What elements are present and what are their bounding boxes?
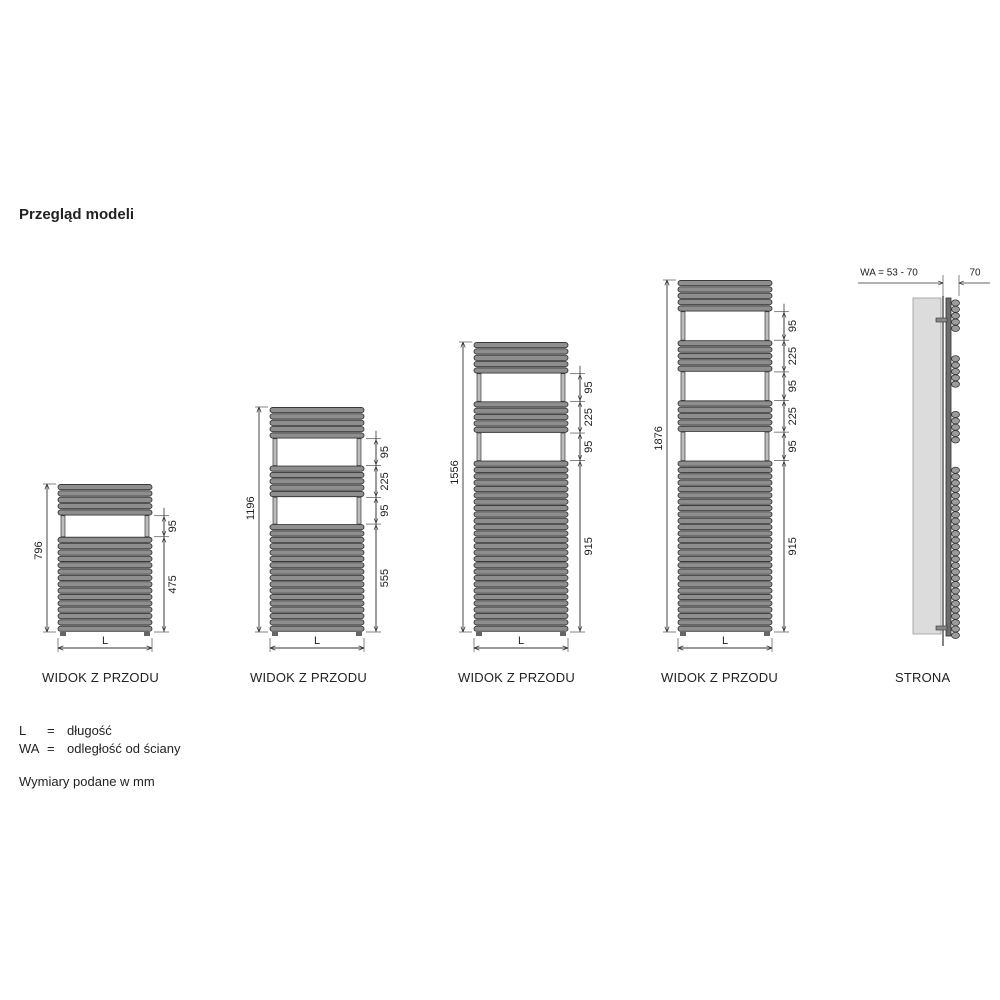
gap-label: 95 xyxy=(582,440,595,453)
heating-tube xyxy=(474,474,568,479)
heating-tube xyxy=(270,537,364,542)
heating-tube xyxy=(678,414,772,419)
heating-tube xyxy=(474,620,568,625)
heating-tube xyxy=(474,480,568,485)
tube-profile xyxy=(952,480,960,486)
segment-label: 225 xyxy=(786,346,799,366)
heating-tube xyxy=(270,550,364,555)
segment-label: 915 xyxy=(582,537,595,556)
width-label: L xyxy=(101,634,109,647)
heating-tube xyxy=(58,569,152,574)
heating-tube xyxy=(678,341,772,346)
heating-tube xyxy=(678,426,772,431)
heating-tube xyxy=(678,594,772,599)
heating-tube xyxy=(678,407,772,412)
heating-tube xyxy=(678,287,772,292)
view-caption-2: WIDOK Z PRZODU xyxy=(250,670,367,685)
vertical-collector xyxy=(61,516,65,537)
heating-tube xyxy=(474,601,568,606)
bottom-connector xyxy=(144,632,150,636)
view-caption-3: WIDOK Z PRZODU xyxy=(458,670,575,685)
heating-tube xyxy=(474,408,568,413)
tube-profile xyxy=(952,474,960,480)
height-label: 1876 xyxy=(652,426,665,451)
heating-tube xyxy=(58,575,152,580)
units-note: Wymiary podane w mm xyxy=(19,774,155,789)
depth-label: 70 xyxy=(969,267,981,279)
heating-tube xyxy=(270,472,364,477)
tube-profile xyxy=(952,512,960,518)
heating-tube xyxy=(474,556,568,561)
tube-profile xyxy=(952,368,960,374)
heating-tube xyxy=(474,594,568,599)
heating-tube xyxy=(58,613,152,618)
tube-profile xyxy=(952,430,960,436)
heating-tube xyxy=(58,626,152,631)
heating-tube xyxy=(58,510,152,515)
heating-tube xyxy=(678,512,772,517)
tube-profile xyxy=(952,607,960,613)
legend-row-length xyxy=(19,723,112,738)
heating-tube xyxy=(678,506,772,511)
heating-tube xyxy=(474,421,568,426)
tube-profile xyxy=(952,411,960,417)
heating-tube xyxy=(270,620,364,625)
heating-tube xyxy=(678,401,772,406)
heating-tube xyxy=(270,626,364,631)
heating-tube xyxy=(58,556,152,561)
heating-tube xyxy=(474,518,568,523)
side-collector xyxy=(946,298,951,636)
tube-profile xyxy=(952,613,960,619)
heating-tube xyxy=(474,613,568,618)
width-label: L xyxy=(517,634,525,647)
heating-tube xyxy=(474,575,568,580)
heating-tube xyxy=(58,550,152,555)
heating-tube xyxy=(270,563,364,568)
heating-tube xyxy=(678,293,772,298)
heating-tube xyxy=(678,353,772,358)
vertical-collector xyxy=(273,439,277,466)
height-label: 1556 xyxy=(448,460,461,485)
heating-tube xyxy=(270,601,364,606)
legend-symbol: WA xyxy=(19,741,40,756)
heating-tube xyxy=(58,497,152,502)
heating-tube xyxy=(474,550,568,555)
legend-eq: = xyxy=(47,741,55,756)
segment-label: 225 xyxy=(582,407,595,427)
heating-tube xyxy=(270,420,364,425)
heating-tube xyxy=(270,525,364,530)
vertical-collector xyxy=(273,497,277,524)
segment-label: 555 xyxy=(378,568,391,588)
tube-profile xyxy=(952,356,960,362)
tube-profile xyxy=(952,499,960,505)
heating-tube xyxy=(270,544,364,549)
heating-tube xyxy=(474,349,568,354)
tube-profile xyxy=(952,375,960,381)
heating-tube xyxy=(678,626,772,631)
legend-eq: = xyxy=(47,723,55,738)
heating-tube xyxy=(678,569,772,574)
wall xyxy=(913,298,941,634)
heating-tube xyxy=(474,506,568,511)
heating-tube xyxy=(678,582,772,587)
heating-tube xyxy=(678,518,772,523)
tube-profile xyxy=(952,537,960,543)
heating-tube xyxy=(678,531,772,536)
wall-bracket xyxy=(936,626,947,630)
heating-tube xyxy=(270,569,364,574)
tube-profile xyxy=(952,381,960,387)
heating-tube xyxy=(474,461,568,466)
heating-tube xyxy=(474,531,568,536)
vertical-collector xyxy=(681,372,685,400)
wall-bracket xyxy=(936,318,947,322)
heating-tube xyxy=(678,300,772,305)
radiator-model-3 xyxy=(449,342,595,652)
width-label: L xyxy=(313,634,321,647)
side-view-drawing xyxy=(858,268,990,646)
vertical-collector xyxy=(681,432,685,460)
heating-tube xyxy=(678,360,772,365)
vertical-collector xyxy=(765,372,769,400)
tube-profile xyxy=(952,594,960,600)
tube-profile xyxy=(952,581,960,587)
segment-label: 225 xyxy=(378,472,391,491)
heating-tube xyxy=(270,433,364,438)
heating-tube xyxy=(270,582,364,587)
heating-tube xyxy=(270,531,364,536)
legend-text: długość xyxy=(67,723,112,738)
heating-tube xyxy=(474,537,568,542)
side-view-caption: STRONA xyxy=(895,670,951,685)
tube-profile xyxy=(952,313,960,319)
heating-tube xyxy=(58,563,152,568)
heating-tube xyxy=(678,601,772,606)
tube-profile xyxy=(952,569,960,575)
radiator-model-2 xyxy=(245,407,391,652)
heating-tube xyxy=(474,362,568,367)
heating-tube xyxy=(58,588,152,593)
heating-tube xyxy=(474,626,568,631)
heating-tube xyxy=(58,601,152,606)
heating-tube xyxy=(474,355,568,360)
heating-tube xyxy=(678,550,772,555)
heating-tube xyxy=(58,485,152,490)
vertical-collector xyxy=(765,312,769,340)
heating-tube xyxy=(474,563,568,568)
tube-profile xyxy=(952,325,960,331)
tube-profile xyxy=(952,620,960,626)
bottom-connector xyxy=(356,632,362,636)
segment-label: 915 xyxy=(786,537,799,556)
heating-tube xyxy=(678,306,772,311)
heating-tube xyxy=(678,607,772,612)
vertical-collector xyxy=(357,439,361,466)
heating-tube xyxy=(474,414,568,419)
tube-profile xyxy=(952,601,960,607)
tube-profile xyxy=(952,486,960,492)
wall-distance-label: WA = 53 - 70 xyxy=(860,267,918,279)
bottom-connector xyxy=(476,632,482,636)
tube-profile xyxy=(952,300,960,306)
vertical-collector xyxy=(561,374,565,402)
heating-tube xyxy=(474,499,568,504)
tube-profile xyxy=(952,588,960,594)
heating-tube xyxy=(474,512,568,517)
heating-tube xyxy=(678,575,772,580)
heating-tube xyxy=(678,525,772,530)
gap-label: 95 xyxy=(378,446,391,459)
heating-tube xyxy=(678,461,772,466)
heating-tube xyxy=(474,582,568,587)
height-label: 1196 xyxy=(244,496,257,521)
bottom-connector xyxy=(764,632,770,636)
tube-profile xyxy=(952,319,960,325)
tube-profile xyxy=(952,550,960,556)
tube-profile xyxy=(952,562,960,568)
view-caption-4: WIDOK Z PRZODU xyxy=(661,670,778,685)
bottom-connector xyxy=(560,632,566,636)
heating-tube xyxy=(58,594,152,599)
height-label: 796 xyxy=(32,541,45,560)
tube-profile xyxy=(952,524,960,530)
heating-tube xyxy=(678,537,772,542)
heating-tube xyxy=(678,563,772,568)
gap-label: 95 xyxy=(378,504,391,517)
view-caption-1: WIDOK Z PRZODU xyxy=(42,670,159,685)
heating-tube xyxy=(270,414,364,419)
heating-tube xyxy=(678,281,772,286)
heating-tube xyxy=(270,613,364,618)
heating-tube xyxy=(270,575,364,580)
heating-tube xyxy=(474,402,568,407)
heating-tube xyxy=(474,343,568,348)
heating-tube xyxy=(58,491,152,496)
heating-tube xyxy=(678,347,772,352)
heating-tube xyxy=(270,594,364,599)
tube-profile xyxy=(952,306,960,312)
tube-profile xyxy=(952,418,960,424)
bottom-connector xyxy=(60,632,66,636)
tube-profile xyxy=(952,575,960,581)
heating-tube xyxy=(474,467,568,472)
heating-tube xyxy=(270,588,364,593)
tube-profile xyxy=(952,424,960,430)
legend-symbol: L xyxy=(19,723,27,738)
tube-profile xyxy=(952,556,960,562)
heating-tube xyxy=(58,620,152,625)
heating-tube xyxy=(474,525,568,530)
heating-tube xyxy=(678,486,772,491)
heating-tube xyxy=(678,480,772,485)
segment-label: 225 xyxy=(786,407,799,426)
heating-tube xyxy=(678,420,772,425)
heating-tube xyxy=(270,556,364,561)
heating-tube xyxy=(58,537,152,542)
heating-tube xyxy=(270,491,364,496)
heating-tube xyxy=(678,474,772,479)
tube-profile xyxy=(952,362,960,368)
heating-tube xyxy=(678,588,772,593)
gap-label: 95 xyxy=(786,440,799,453)
heating-tube xyxy=(678,366,772,371)
heating-tube xyxy=(678,493,772,498)
tube-profile xyxy=(952,632,960,638)
tube-profile xyxy=(952,493,960,499)
heating-tube xyxy=(474,607,568,612)
heating-tube xyxy=(474,368,568,373)
gap-label: 95 xyxy=(582,381,595,394)
heating-tube xyxy=(58,607,152,612)
segment-label: 475 xyxy=(166,575,179,594)
bottom-connector xyxy=(272,632,278,636)
heating-tube xyxy=(270,427,364,432)
gap-label: 95 xyxy=(786,319,799,333)
tube-profile xyxy=(952,467,960,473)
heating-tube xyxy=(474,588,568,593)
tube-profile xyxy=(952,437,960,443)
heating-tube xyxy=(474,427,568,432)
tube-profile xyxy=(952,626,960,632)
heating-tube xyxy=(678,467,772,472)
heating-tube xyxy=(474,493,568,498)
vertical-collector xyxy=(357,497,361,524)
heating-tube xyxy=(58,582,152,587)
heating-tube xyxy=(678,620,772,625)
bottom-connector xyxy=(680,632,686,636)
tube-profile xyxy=(952,505,960,511)
legend-text: odległość od ściany xyxy=(67,741,181,756)
vertical-collector xyxy=(561,433,565,461)
heating-tube xyxy=(58,504,152,509)
heating-tube xyxy=(474,486,568,491)
heating-tube xyxy=(270,466,364,471)
heating-tube xyxy=(678,544,772,549)
heating-tube xyxy=(474,569,568,574)
page-title: Przegląd modeli xyxy=(19,206,135,223)
radiator-model-4 xyxy=(653,280,799,652)
tube-profile xyxy=(952,543,960,549)
vertical-collector xyxy=(681,312,685,340)
heating-tube xyxy=(270,408,364,413)
heating-tube xyxy=(678,556,772,561)
vertical-collector xyxy=(477,374,481,402)
radiator-model-1 xyxy=(33,484,179,652)
tube-profile xyxy=(952,518,960,524)
gap-label: 95 xyxy=(786,380,799,393)
heating-tube xyxy=(270,485,364,490)
heating-tube xyxy=(678,499,772,504)
vertical-collector xyxy=(145,516,149,537)
legend-row-wall-distance xyxy=(19,741,180,756)
heating-tube xyxy=(678,613,772,618)
gap-label: 95 xyxy=(166,520,179,533)
width-label: L xyxy=(721,634,729,647)
heating-tube xyxy=(474,544,568,549)
tube-profile xyxy=(952,531,960,537)
vertical-collector xyxy=(765,432,769,460)
vertical-collector xyxy=(477,433,481,461)
heating-tube xyxy=(58,544,152,549)
heating-tube xyxy=(270,479,364,484)
heating-tube xyxy=(270,607,364,612)
